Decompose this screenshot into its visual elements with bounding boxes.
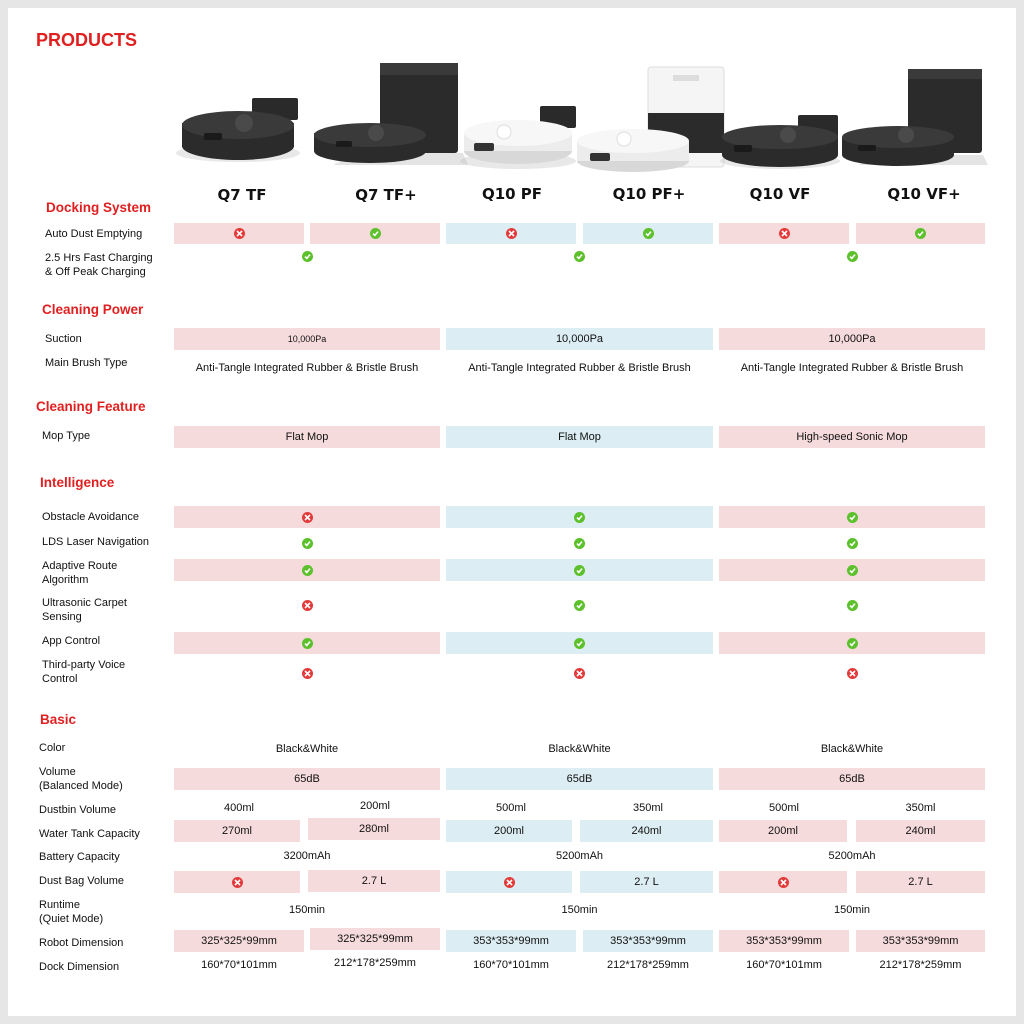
model-name: Q7 TF [217, 186, 267, 204]
row-label-suction: Suction [45, 333, 82, 345]
cell-water-q10-pf-plus: 240ml [580, 820, 713, 842]
cell-app-q10-pf [446, 632, 713, 654]
section-intelligence: Intelligence [40, 475, 115, 490]
cell-water-q10-pf: 200ml [446, 820, 572, 842]
cell-carpet-q7 [174, 596, 440, 614]
cell-dock-dim-q10-pf: 160*70*101mm [473, 959, 549, 971]
cell-dustbin-q10-pf-plus: 350ml [633, 802, 663, 814]
cell-lds-q10-vf [719, 534, 985, 552]
cell-brush-q7: Anti-Tangle Integrated Rubber & Bristle Brush [195, 362, 419, 374]
cell-robot-dim-q10-vf: 353*353*99mm [719, 930, 849, 952]
check-circle-icon [643, 228, 654, 239]
cell-robot-dim-q10-pf: 353*353*99mm [446, 930, 576, 952]
cell-suction-q7: 10,000Pa [174, 328, 440, 350]
cell-dustbag-q7-tf-plus: 2.7 L [308, 870, 440, 892]
row-label-runtime: Runtime (Quiet Mode) [39, 899, 104, 925]
cell-brush-q10-vf: Anti-Tangle Integrated Rubber & Bristle Brush [740, 362, 964, 374]
check-circle-icon [574, 538, 585, 549]
cell-app-q7 [174, 632, 440, 654]
check-circle-icon [847, 565, 858, 576]
cell-color-q10-pf: Black&White [548, 743, 611, 755]
cell-dock-dim-q10-pf-plus: 212*178*259mm [607, 959, 689, 971]
check-circle-icon [847, 600, 858, 611]
cell-color-q7: Black&White [275, 743, 339, 755]
row-label-robot-dimension: Robot Dimension [39, 937, 124, 949]
x-circle-icon [302, 512, 313, 523]
cell-robot-dim-q10-vf-plus: 353*353*99mm [856, 930, 985, 952]
check-circle-icon [847, 512, 858, 523]
x-circle-icon [234, 228, 245, 239]
cell-robot-dim-q10-pf-plus: 353*353*99mm [583, 930, 713, 952]
cell-dock-dim-q10-vf: 160*70*101mm [746, 959, 822, 971]
row-label-auto-dust-emptying: Auto Dust Emptying [45, 228, 143, 240]
cell-obstacle-q7 [174, 506, 440, 528]
cell-dustbin-q10-vf-plus: 350ml [905, 802, 936, 814]
check-circle-icon [370, 228, 381, 239]
check-circle-icon [574, 600, 585, 611]
cell-dustbag-q7-tf [174, 871, 300, 893]
cell-mop-q10-vf: High-speed Sonic Mop [719, 426, 985, 448]
row-label-dock-dimension: Dock Dimension [39, 961, 120, 973]
check-circle-icon [847, 251, 858, 262]
check-circle-icon [574, 565, 585, 576]
cell-dustbin-q10-pf: 500ml [496, 802, 526, 814]
cell-dock-dim-q7-tf-plus: 212*178*259mm [334, 957, 416, 969]
cell-lds-q10-pf [446, 534, 713, 552]
cell-battery-q10-pf: 5200mAh [555, 850, 604, 862]
section-docking-system: Docking System [46, 200, 152, 215]
row-label-dust-bag: Dust Bag Volume [39, 875, 124, 887]
cell-mop-q7: Flat Mop [174, 426, 440, 448]
cell-suction-q10-pf: 10,000Pa [446, 328, 713, 350]
cell-route-q7 [174, 559, 440, 581]
check-circle-icon [302, 251, 313, 262]
row-label-volume: Volume (Balanced Mode) [39, 766, 123, 792]
x-circle-icon [779, 228, 790, 239]
cell-fast-charging-q7 [174, 248, 440, 264]
cell-voice-q7 [174, 664, 440, 682]
cell-dustbag-q10-pf [446, 871, 572, 893]
model-name: Q10 VF [749, 185, 811, 203]
cell-lds-q7 [174, 534, 440, 552]
row-label-voice-control: Third-party Voice Control [42, 659, 126, 685]
cell-auto-dust-q10-vf-plus [856, 223, 985, 244]
row-label-main-brush-type: Main Brush Type [45, 357, 128, 369]
section-cleaning-power: Cleaning Power [42, 302, 144, 317]
row-label-color: Color [39, 742, 66, 754]
cell-obstacle-q10-vf [719, 506, 985, 528]
cell-robot-dim-q7-tf: 325*325*99mm [174, 930, 304, 952]
x-circle-icon [506, 228, 517, 239]
cell-dustbag-q10-vf [719, 871, 847, 893]
cell-route-q10-vf [719, 559, 985, 581]
cell-color-q10-vf: Black&White [820, 743, 884, 755]
cell-dustbag-q10-vf-plus: 2.7 L [856, 871, 985, 893]
check-circle-icon [574, 251, 585, 262]
cell-auto-dust-q7-tf-plus [310, 223, 440, 244]
model-name: Q7 TF+ [355, 186, 417, 204]
cell-auto-dust-q10-vf [719, 223, 849, 244]
product-image-q10-vf [720, 115, 840, 169]
row-label-fast-charging: 2.5 Hrs Fast Charging & Off Peak Charging [45, 252, 153, 278]
cell-runtime-q10-pf: 150min [561, 904, 598, 916]
page-title: PRODUCTS [36, 30, 138, 50]
cell-water-q7-tf-plus: 280ml [308, 818, 440, 840]
model-name: Q10 VF+ [887, 185, 961, 203]
check-circle-icon [915, 228, 926, 239]
product-images [168, 53, 998, 173]
cell-runtime-q10-vf: 150min [833, 904, 871, 916]
product-image-q10-vf-plus [842, 69, 988, 166]
cell-mop-q10-pf: Flat Mop [446, 426, 713, 448]
comparison-sheet [8, 8, 1016, 1016]
row-label-water-tank: Water Tank Capacity [39, 828, 140, 840]
x-circle-icon [302, 668, 313, 679]
cell-dustbin-q7-tf: 400ml [224, 802, 254, 814]
cell-dustbin-q7-tf-plus: 200ml [360, 800, 390, 812]
cell-suction-q10-vf: 10,000Pa [719, 328, 985, 350]
cell-route-q10-pf [446, 559, 713, 581]
cell-water-q10-vf-plus: 240ml [856, 820, 985, 842]
cell-fast-charging-q10-pf [446, 248, 713, 264]
row-label-ultrasonic-carpet: Ultrasonic Carpet Sensing [42, 597, 127, 623]
cell-dock-dim-q7-tf: 160*70*101mm [201, 959, 277, 971]
cell-brush-q10-pf: Anti-Tangle Integrated Rubber & Bristle Brush [468, 362, 691, 374]
check-circle-icon [302, 565, 313, 576]
product-image-q10-pf-plus [577, 67, 724, 172]
model-name: Q10 PF+ [612, 185, 686, 203]
cell-runtime-q7: 150min [288, 904, 326, 916]
cell-carpet-q10-pf [446, 596, 713, 614]
x-circle-icon [847, 668, 858, 679]
cell-volume-q10-vf: 65dB [719, 768, 985, 790]
check-circle-icon [574, 512, 585, 523]
model-name: Q10 PF [481, 185, 543, 203]
cell-obstacle-q10-pf [446, 506, 713, 528]
cell-dustbag-q10-pf-plus: 2.7 L [580, 871, 713, 893]
cell-auto-dust-q10-pf-plus [583, 223, 713, 244]
product-image-q7-tf [176, 98, 300, 162]
row-label-mop-type: Mop Type [42, 430, 91, 442]
cell-volume-q7: 65dB [174, 768, 440, 790]
row-label-obstacle-avoidance: Obstacle Avoidance [42, 511, 140, 523]
section-basic: Basic [40, 712, 77, 727]
check-circle-icon [847, 538, 858, 549]
x-circle-icon [504, 877, 515, 888]
cell-water-q10-vf: 200ml [719, 820, 847, 842]
product-image-q7-tf-plus [314, 63, 468, 165]
cell-voice-q10-vf [719, 664, 985, 682]
row-label-app-control: App Control [42, 635, 101, 647]
cell-auto-dust-q10-pf [446, 223, 576, 244]
x-circle-icon [778, 877, 789, 888]
cell-app-q10-vf [719, 632, 985, 654]
row-label-lds-laser-navigation: LDS Laser Navigation [42, 536, 150, 548]
check-circle-icon [847, 638, 858, 649]
cell-dustbin-q10-vf: 500ml [769, 802, 799, 814]
cell-volume-q10-pf: 65dB [446, 768, 713, 790]
cell-water-q7-tf: 270ml [174, 820, 300, 842]
cell-auto-dust-q7-tf [174, 223, 304, 244]
row-label-battery: Battery Capacity [39, 851, 120, 863]
section-cleaning-feature: Cleaning Feature [36, 399, 146, 414]
x-circle-icon [232, 877, 243, 888]
product-image-q10-pf [460, 106, 576, 169]
cell-carpet-q10-vf [719, 596, 985, 614]
cell-battery-q7: 3200mAh [283, 850, 331, 862]
cell-voice-q10-pf [446, 664, 713, 682]
row-label-adaptive-route: Adaptive Route Algorithm [42, 560, 118, 586]
row-label-dustbin-volume: Dustbin Volume [39, 804, 117, 816]
check-circle-icon [302, 638, 313, 649]
x-circle-icon [574, 668, 585, 679]
cell-fast-charging-q10-vf [719, 248, 985, 264]
check-circle-icon [574, 638, 585, 649]
x-circle-icon [302, 600, 313, 611]
cell-robot-dim-q7-tf-plus: 325*325*99mm [310, 928, 440, 950]
cell-battery-q10-vf: 5200mAh [828, 850, 876, 862]
check-circle-icon [302, 538, 313, 549]
cell-dock-dim-q10-vf-plus: 212*178*259mm [879, 959, 962, 971]
